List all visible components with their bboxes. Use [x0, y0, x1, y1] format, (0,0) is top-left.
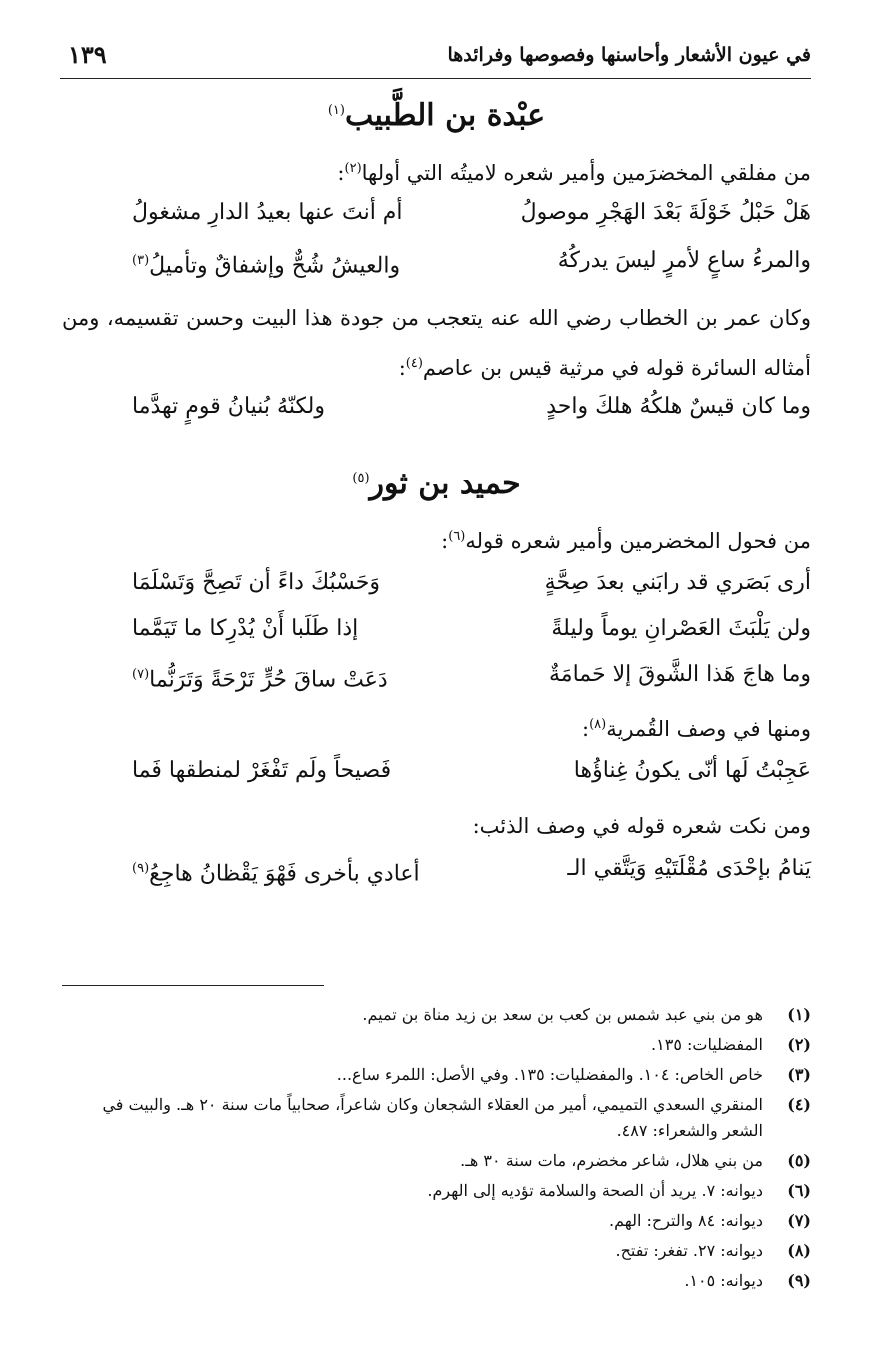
footnote-ref: (٦) — [448, 529, 466, 544]
footnote — [62, 1032, 811, 1058]
intro-text: ومنها في وصف القُمرية — [606, 717, 811, 741]
footnote — [62, 1002, 811, 1028]
verse-line — [60, 560, 811, 606]
paragraph — [62, 296, 811, 391]
hemistich-text: والعيشُ شُحٌّ وإشفاقٌ وتأميلُ — [149, 253, 401, 279]
footnote-ref: (٤) — [405, 356, 423, 371]
footnote-number: (٥) — [787, 1151, 811, 1170]
footnote-ref: (٥) — [352, 471, 370, 486]
verse-second-hemistich: أم أنتَ عنها بعيدُ الدارِ مشغولُ — [132, 200, 403, 225]
footnote-ref: (٨) — [589, 717, 607, 732]
verse-first-hemistich: هَلْ حَبْلُ خَوْلَةَ بَعْدَ الهَجْرِ موصولُ — [520, 200, 811, 225]
intro-text: من مفلقي المخضرَمين وأمير شعره لاميتُه التي أولها — [361, 161, 811, 185]
verse-second-hemistich — [132, 652, 452, 703]
hemistich-text: دَعَتْ ساقَ حُرٍّ تَرْحَةً وَتَرَنُّما — [149, 667, 388, 693]
footnote — [62, 1092, 811, 1144]
verse-line — [60, 748, 811, 794]
footnote-number: (٧) — [787, 1211, 811, 1230]
verse-first-hemistich: يَنامُ بإحْدَى مُقْلَتَيْهِ وَيَتَّقي الـ — [567, 856, 811, 881]
intro-text: من فحول المخضرمين وأمير شعره قوله — [465, 529, 811, 553]
heading-text: حميد بن ثور — [369, 466, 521, 501]
verse-first-hemistich: والمرءُ ساعٍ لأمرٍ ليسَ يدركُهُ — [557, 248, 811, 273]
hemistich-text: أعادي بأخرى فَهْوَ يَقْظانُ هاجِعُ — [149, 861, 420, 887]
intro-colon: : — [337, 161, 345, 185]
intro-line — [62, 702, 811, 752]
verse-second-hemistich — [132, 238, 452, 289]
footnote-ref: (٧) — [132, 667, 150, 682]
intro-line — [62, 146, 811, 196]
footnote — [62, 1062, 811, 1088]
verse-first-hemistich: عَجِبْتُ لَها أنّى يكونُ غِناؤُها — [573, 758, 811, 783]
section-heading-abda — [0, 98, 873, 133]
footnote-number: (٤) — [787, 1095, 811, 1114]
footnote-ref: (٩) — [132, 861, 150, 876]
intro-colon: : — [582, 717, 590, 741]
footnote-divider — [62, 985, 324, 986]
verse-first-hemistich: وما كان قيسٌ هلكُهُ هلكَ واحدٍ — [546, 394, 811, 419]
footnote-text: المنقري السعدي التميمي، أمير من العقلاء الشجعان وكان شاعراً، صحابياً مات سنة ٢٠ هـ. والبيت في الشعر والشعراء: ٤٨٧. — [102, 1095, 763, 1140]
paragraph-colon: : — [398, 356, 406, 380]
page-number: ١٣٩ — [68, 40, 107, 69]
running-title: في عيون الأشعار وأحاسنها وفصوصها وفرائدها — [447, 44, 811, 66]
footnote-ref: (٢) — [344, 161, 362, 176]
verse-second-hemistich: ولكنّهُ بُنيانُ قومٍ تهدَّما — [132, 394, 325, 419]
verse-line — [60, 384, 811, 430]
footnote-text: ديوانه: ٨٤ والترح: الهم. — [608, 1211, 763, 1230]
footnote — [62, 1238, 811, 1264]
footnote — [62, 1208, 811, 1234]
section-heading-humaid — [0, 466, 873, 501]
verse-line — [60, 190, 811, 236]
footnote-text: خاص الخاص: ١٠٤. والمفضليات: ١٣٥. وفي الأصل: اللمرء ساع... — [336, 1065, 763, 1084]
verse-first-hemistich: وما هاجَ هَذا الشَّوقَ إلا حَمامَةٌ — [549, 662, 811, 687]
intro-line: ومن نكت شعره قوله في وصف الذئب: — [472, 814, 811, 838]
verse-second-hemistich: فَصيحاً ولَم تَفْغَرْ لمنطقها فَما — [132, 758, 392, 783]
intro-colon: : — [441, 529, 449, 553]
verse-second-hemistich — [132, 846, 452, 897]
footnote-text: ديوانه: ٢٧. تفغر: تفتح. — [615, 1241, 763, 1260]
heading-text: عبْدة بن الطَّبيب — [344, 98, 546, 133]
verse-first-hemistich: ولن يَلْبَثَ العَصْرانِ يوماً وليلةً — [551, 616, 811, 641]
footnote-text: المفضليات: ١٣٥. — [651, 1035, 763, 1054]
verse-line — [60, 606, 811, 652]
verse-first-hemistich: أرى بَصَري قد رابَني بعدَ صِحَّةٍ — [544, 570, 811, 595]
footnote-text: ديوانه: ٧. يريد أن الصحة والسلامة تؤديه إلى الهرم. — [427, 1181, 763, 1200]
footnote — [62, 1148, 811, 1174]
verse-line — [60, 652, 811, 698]
footnote-ref: (٣) — [132, 253, 150, 268]
paragraph-text: وكان عمر بن الخطاب رضي الله عنه يتعجب من جودة هذا البيت وحسن تقسيمه، ومن أمثاله السائرة قوله في مرثية قيس بن عاصم — [62, 306, 811, 380]
footnote-number: (٨) — [787, 1241, 811, 1260]
footnote-number: (١) — [787, 1005, 811, 1024]
footnote-ref: (١) — [327, 103, 345, 118]
verse-second-hemistich: إذا طَلَبا أَنْ يُدْرِكا ما تَيَمَّما — [132, 616, 359, 641]
footnotes — [62, 1002, 811, 1298]
footnote-text: ديوانه: ١٠٥. — [684, 1271, 763, 1290]
verse-line — [60, 846, 811, 892]
verse-line — [60, 238, 811, 284]
footnote-number: (٩) — [787, 1271, 811, 1290]
footnote — [62, 1178, 811, 1204]
footnote-number: (٢) — [787, 1035, 811, 1054]
footnote-text: هو من بني عبد شمس بن كعب بن سعد بن زيد مناة بن تميم. — [362, 1005, 763, 1024]
footnote-number: (٦) — [787, 1181, 811, 1200]
verse-second-hemistich: وَحَسْبُكَ داءً أن تَصِحَّ وَتَسْلَمَا — [132, 570, 381, 595]
running-header — [60, 38, 811, 79]
footnote — [62, 1268, 811, 1294]
footnote-number: (٣) — [787, 1065, 811, 1084]
intro-line — [62, 514, 811, 564]
footnote-text: من بني هلال، شاعر مخضرم، مات سنة ٣٠ هـ. — [460, 1151, 763, 1170]
